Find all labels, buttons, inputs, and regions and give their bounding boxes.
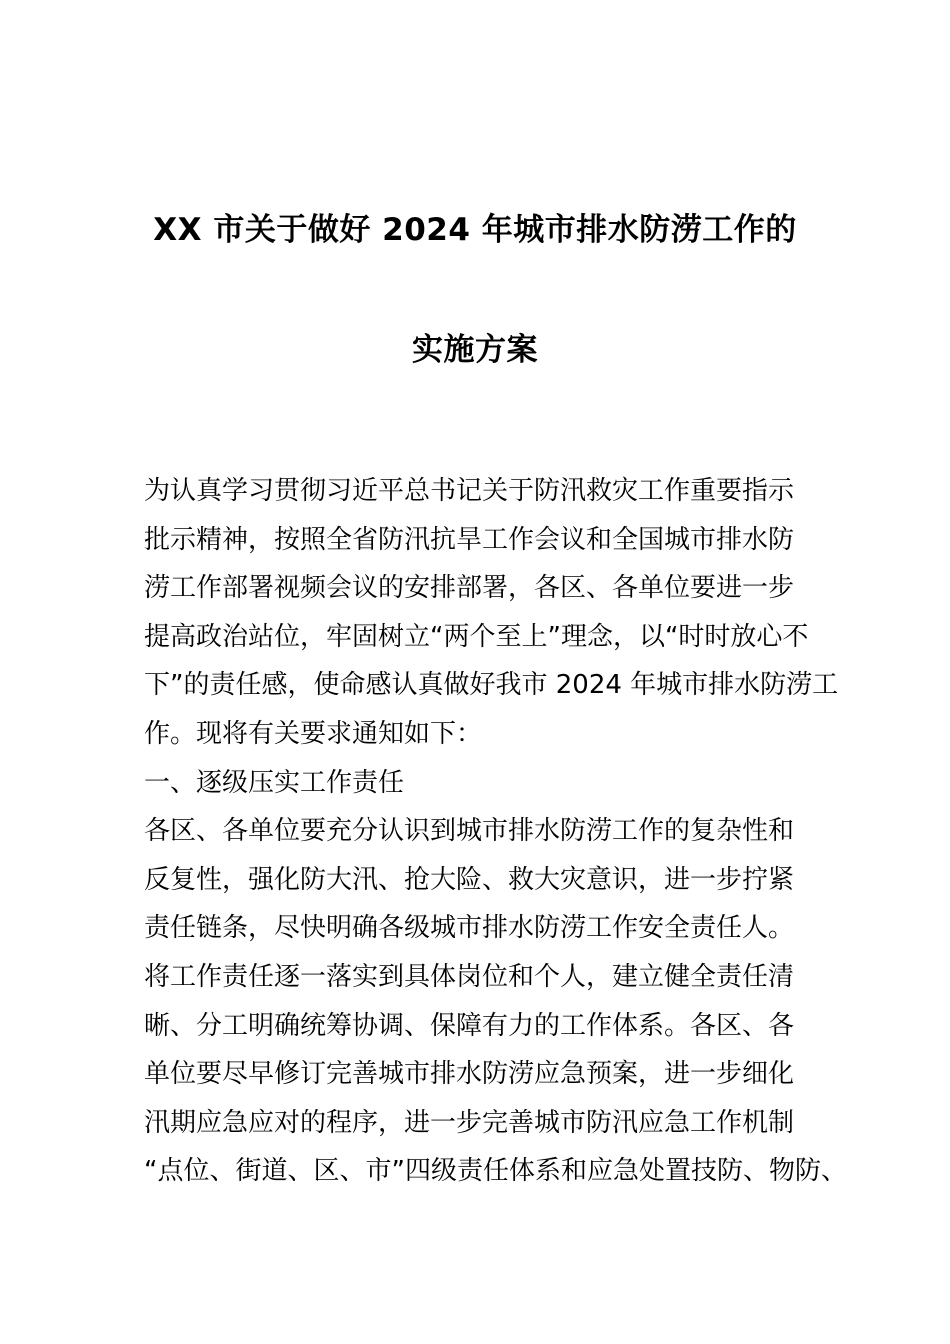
body-line: 批示精神，按照全省防汛抗旱工作会议和全国城市排水防 [144,524,795,555]
body-line: 下”的责任感，使命感认真做好我市 2024 年城市排水防涝工 [144,670,839,701]
body-line: 提高政治站位，牢固树立“两个至上”理念，以“时时放心不 [144,621,809,652]
body-line: 将工作责任逐一落实到具体岗位和个人，建立健全责任清 [144,961,795,992]
body-line: 单位要尽早修订完善城市排水防涝应急预案，进一步细化 [144,1059,795,1090]
body-line: 作。现将有关要求通知如下： [144,718,483,749]
section-heading: 一、逐级压实工作责任 [144,767,405,798]
body-line: 汛期应急应对的程序，进一步完善城市防汛应急工作机制 [144,1107,795,1138]
body-line: 各区、各单位要充分认识到城市排水防涝工作的复杂性和 [144,816,795,847]
body-line: 晰、分工明确统筹协调、保障有力的工作体系。各区、各 [144,1010,795,1041]
body-line: “点位、街道、区、市”四级责任体系和应急处置技防、物防、 [144,1156,847,1187]
document-title-line-1: XX 市关于做好 2024 年城市排水防涝工作的 [153,212,797,248]
document-title-line-2: 实施方案 [412,332,538,368]
body-line: 反复性，强化防大汛、抢大险、救大灾意识，进一步拧紧 [144,864,795,895]
body-line: 涝工作部署视频会议的安排部署，各区、各单位要进一步 [144,573,795,604]
body-line: 为认真学习贯彻习近平总书记关于防汛救灾工作重要指示 [144,476,795,506]
body-line: 责任链条，尽快明确各级城市排水防涝工作安全责任人。 [144,913,795,944]
document-body [144,467,847,1196]
